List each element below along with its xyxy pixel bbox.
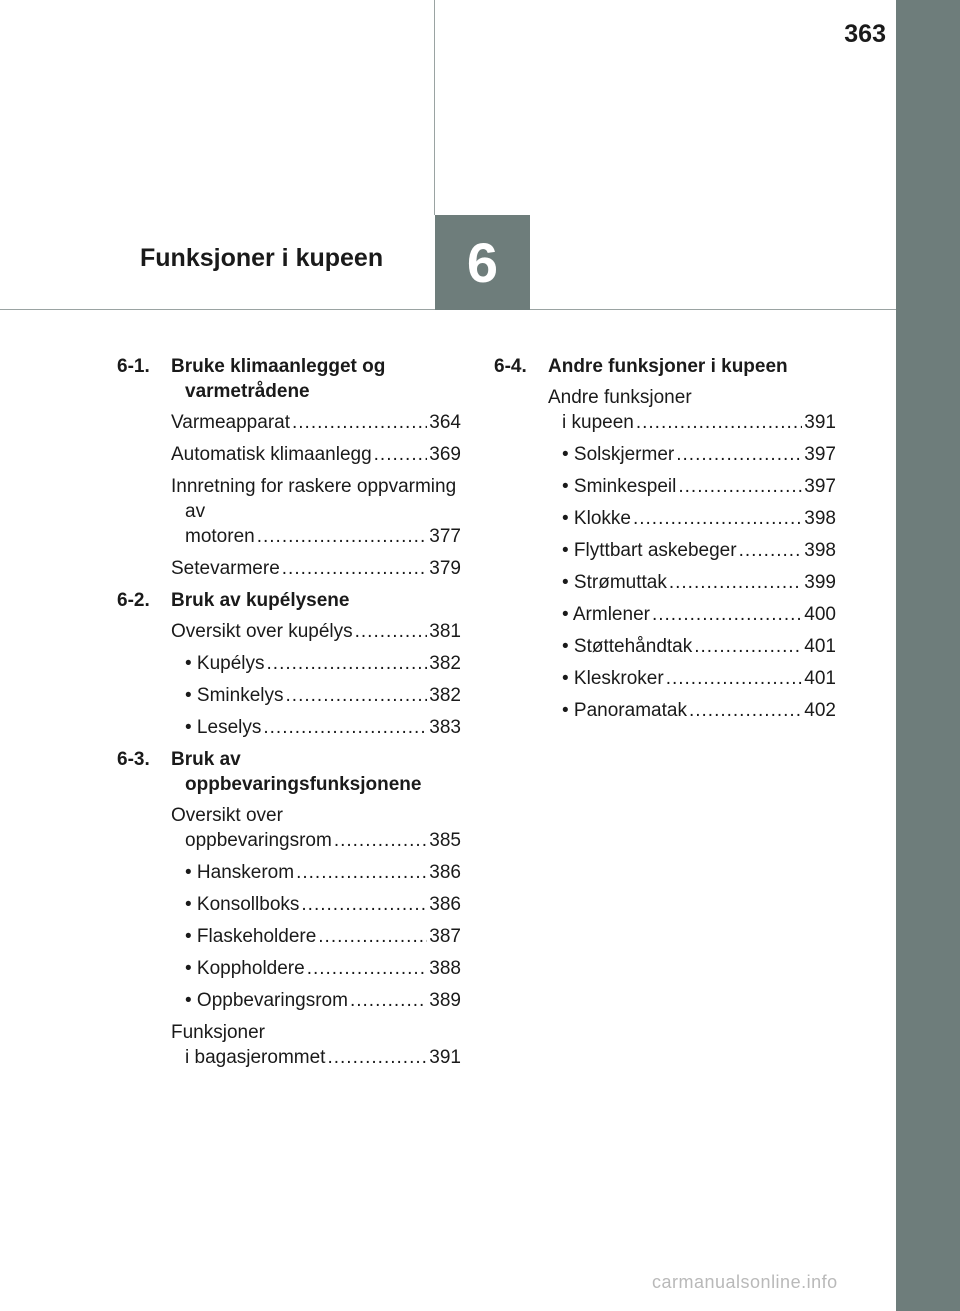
entry-line <box>562 538 836 563</box>
entry-label: • Kupélys <box>185 653 265 674</box>
entry-line <box>185 988 461 1013</box>
section-number: 6-1. <box>117 356 150 377</box>
toc-subentry[interactable] <box>562 570 836 595</box>
toc-subentry[interactable] <box>185 715 461 740</box>
dot-leader <box>652 602 802 627</box>
toc-entry[interactable] <box>171 619 461 644</box>
entry-line <box>562 698 836 723</box>
toc-section <box>494 354 836 723</box>
entry-line <box>171 410 461 435</box>
entry-label: • Flaskeholdere <box>185 926 317 947</box>
entry-line <box>185 651 461 676</box>
section-heading <box>117 747 461 797</box>
dot-leader <box>689 698 802 723</box>
entry-label: i kupeen <box>562 412 634 433</box>
dot-leader <box>307 956 428 981</box>
entry-page-number: 398 <box>804 508 836 529</box>
toc-subentry[interactable] <box>562 698 836 723</box>
section-title: Bruk av kupélysene <box>171 590 350 611</box>
entry-label: • Kleskroker <box>562 668 664 689</box>
entry-page-number: 398 <box>804 540 836 561</box>
toc-section <box>117 354 461 581</box>
entry-page-number: 391 <box>429 1047 461 1068</box>
entry-line <box>185 683 461 708</box>
dot-leader <box>296 860 427 885</box>
dot-leader <box>263 715 427 740</box>
entry-label: oppbevaringsrom <box>185 830 332 851</box>
entry-page-number: 388 <box>429 958 461 979</box>
entry-page-number: 386 <box>429 862 461 883</box>
toc-subentry[interactable] <box>562 602 836 627</box>
dot-leader <box>739 538 803 563</box>
entry-label: Automatisk klimaanlegg <box>171 444 372 465</box>
entry-line <box>562 634 836 659</box>
dot-leader <box>350 988 427 1013</box>
dot-leader <box>282 556 428 581</box>
entry-line <box>562 442 836 467</box>
entry-label: • Flyttbart askebeger <box>562 540 737 561</box>
entry-page-number: 377 <box>429 526 461 547</box>
section-number: 6-2. <box>117 590 150 611</box>
dot-leader <box>292 410 427 435</box>
toc-subentry[interactable] <box>562 634 836 659</box>
entry-label-lead: Andre funksjoner <box>548 387 692 408</box>
dot-leader <box>267 651 428 676</box>
toc-entry[interactable] <box>171 803 461 853</box>
entry-line <box>171 556 461 581</box>
dot-leader <box>666 666 803 691</box>
entry-page-number: 400 <box>804 604 836 625</box>
toc-subentry[interactable] <box>185 956 461 981</box>
entry-label: • Støttehåndtak <box>562 636 693 657</box>
entry-page-number: 369 <box>429 444 461 465</box>
toc-subentry[interactable] <box>562 474 836 499</box>
entry-line <box>171 619 461 644</box>
entry-line <box>562 570 836 595</box>
toc-subentry[interactable] <box>185 860 461 885</box>
section-number: 6-4. <box>494 356 527 377</box>
dot-leader <box>633 506 802 531</box>
toc-subentry[interactable] <box>562 506 836 531</box>
section-number: 6-3. <box>117 749 150 770</box>
toc-subentry[interactable] <box>562 442 836 467</box>
dot-leader <box>257 524 428 549</box>
entry-label: • Oppbevaringsrom <box>185 990 348 1011</box>
entry-page-number: 391 <box>804 412 836 433</box>
entry-label: • Hanskerom <box>185 862 295 883</box>
toc-subentry[interactable] <box>185 988 461 1013</box>
entry-label: motoren <box>185 526 255 547</box>
entry-page-number: 397 <box>804 476 836 497</box>
dot-leader <box>676 442 802 467</box>
dot-leader <box>678 474 802 499</box>
dot-leader <box>334 828 427 853</box>
toc-subentry[interactable] <box>562 538 836 563</box>
entry-line <box>562 602 836 627</box>
entry-label: • Armlener <box>562 604 650 625</box>
entry-line <box>171 1045 461 1070</box>
entry-line <box>562 506 836 531</box>
toc-subentry[interactable] <box>562 666 836 691</box>
entry-label: • Sminkelys <box>185 685 284 706</box>
dot-leader <box>374 442 428 467</box>
toc-entry[interactable] <box>171 410 461 435</box>
entry-line <box>562 666 836 691</box>
entry-label: • Koppholdere <box>185 958 305 979</box>
entry-label: • Konsollboks <box>185 894 300 915</box>
section-heading <box>494 354 836 379</box>
header-vertical-rule <box>434 0 435 215</box>
entry-label: Setevarmere <box>171 558 280 579</box>
chapter-number-box: 6 <box>435 215 530 310</box>
entry-label-lead: Innretning for raskere oppvarming av <box>171 476 457 522</box>
chapter-title: Funksjoner i kupeen <box>140 244 384 272</box>
entry-page-number: 383 <box>429 717 461 738</box>
entry-label: • Sminkespeil <box>562 476 677 497</box>
entry-page-number: 364 <box>429 412 461 433</box>
entry-line <box>548 410 836 435</box>
entry-page-number: 386 <box>429 894 461 915</box>
dot-leader <box>669 570 802 595</box>
entry-line <box>185 715 461 740</box>
entry-page-number: 389 <box>429 990 461 1011</box>
toc-subentry[interactable] <box>185 651 461 676</box>
entry-line <box>171 442 461 467</box>
dot-leader <box>694 634 802 659</box>
toc-entry[interactable] <box>171 556 461 581</box>
section-title: Andre funksjoner i kupeen <box>548 356 788 377</box>
page-number: 363 <box>844 20 886 48</box>
entry-label-lead: Oversikt over <box>171 805 283 826</box>
dot-leader <box>327 1045 427 1070</box>
entry-label: • Klokke <box>562 508 631 529</box>
entry-label: • Panoramatak <box>562 700 687 721</box>
chapter-sidebar-tab <box>896 0 960 1311</box>
entry-label: • Leselys <box>185 717 262 738</box>
dot-leader <box>301 892 427 917</box>
toc-column-right <box>494 354 836 730</box>
watermark: carmanualsonline.info <box>652 1272 838 1292</box>
entry-page-number: 401 <box>804 636 836 657</box>
entry-label: i bagasjerommet <box>185 1047 326 1068</box>
entry-line <box>171 524 461 549</box>
section-heading <box>117 588 461 613</box>
entry-line <box>185 860 461 885</box>
section-title: Bruke klimaanlegget og varmetrådene <box>171 356 386 402</box>
entry-line <box>171 828 461 853</box>
toc-entry[interactable] <box>171 1020 461 1070</box>
entry-line <box>562 474 836 499</box>
entry-line <box>185 956 461 981</box>
entry-line <box>185 892 461 917</box>
entry-page-number: 387 <box>429 926 461 947</box>
dot-leader <box>636 410 802 435</box>
entry-label: • Strømuttak <box>562 572 667 593</box>
dot-leader <box>286 683 428 708</box>
entry-page-number: 397 <box>804 444 836 465</box>
dot-leader <box>355 619 428 644</box>
entry-page-number: 402 <box>804 700 836 721</box>
toc-subentry[interactable] <box>185 892 461 917</box>
entry-page-number: 399 <box>804 572 836 593</box>
toc-entry[interactable] <box>548 385 836 435</box>
entry-page-number: 401 <box>804 668 836 689</box>
entry-label-lead: Funksjoner <box>171 1022 265 1043</box>
toc-entry[interactable] <box>171 474 461 549</box>
section-heading <box>117 354 461 404</box>
entry-page-number: 385 <box>429 830 461 851</box>
dot-leader <box>318 924 427 949</box>
toc-section <box>117 588 461 740</box>
toc-subentry[interactable] <box>185 683 461 708</box>
toc-column-left <box>117 354 461 1077</box>
toc-entry[interactable] <box>171 442 461 467</box>
entry-page-number: 382 <box>429 653 461 674</box>
entry-page-number: 382 <box>429 685 461 706</box>
entry-page-number: 381 <box>429 621 461 642</box>
entry-page-number: 379 <box>429 558 461 579</box>
section-title: Bruk av oppbevaringsfunksjonene <box>171 749 422 795</box>
toc-section <box>117 747 461 1070</box>
entry-label: • Solskjermer <box>562 444 675 465</box>
entry-line <box>185 924 461 949</box>
toc-subentry[interactable] <box>185 924 461 949</box>
entry-label: Oversikt over kupélys <box>171 621 353 642</box>
entry-label: Varmeapparat <box>171 412 290 433</box>
